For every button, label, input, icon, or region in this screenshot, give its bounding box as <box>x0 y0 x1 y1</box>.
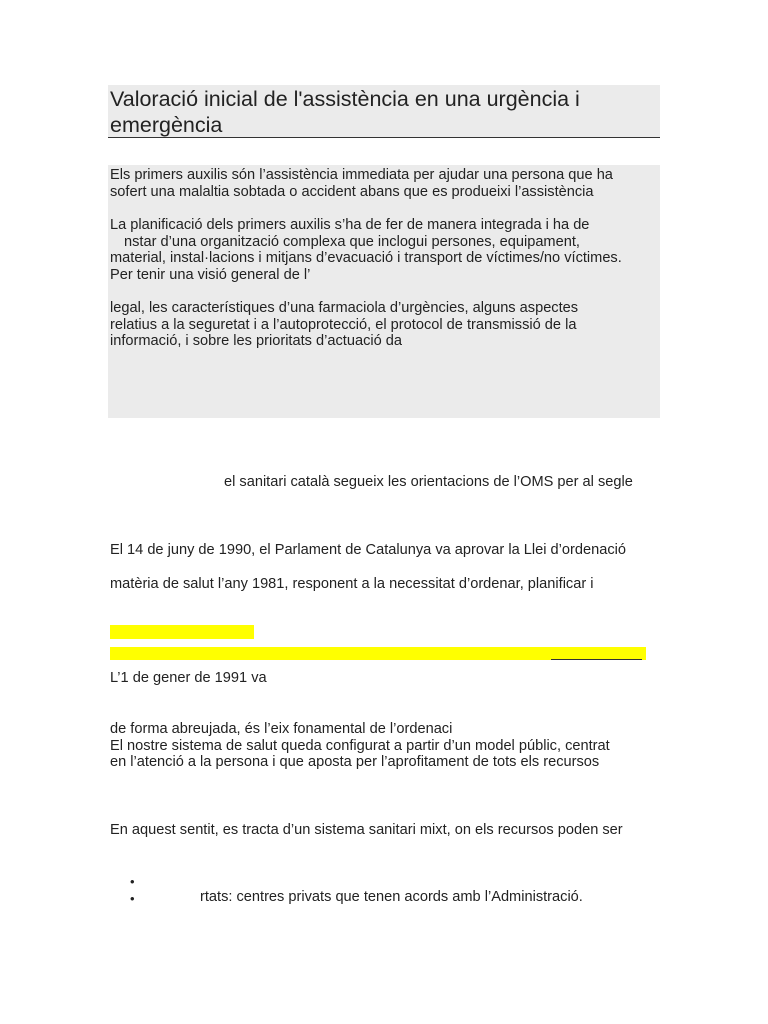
text-sistema-1: El nostre sistema de salut queda configurat a partir d’un model públic, centrat <box>110 738 610 754</box>
bullet-2-text: rtats: centres privats que tenen acords amb l’Administració. <box>200 889 583 905</box>
page-title: Valoració inicial de l'assistència en una urgència i emergència <box>110 87 580 137</box>
underline-mark <box>551 659 642 660</box>
highlight-bar-short <box>110 625 254 639</box>
text-1990: El 14 de juny de 1990, el Parlament de Catalunya va aprovar la Llei d’ordenació <box>110 542 626 558</box>
bullet-1-dot: • <box>130 874 135 889</box>
intro-p1-line-1: Els primers auxilis són l’assistència immediata per ajudar una persona que ha <box>110 167 613 183</box>
text-abreujada: de forma abreujada, és l’eix fonamental de l’ordenaci <box>110 721 453 737</box>
intro-p2-line-4: Per tenir una visió general de l’ <box>110 267 311 283</box>
intro-p1-line-2: sofert una malaltia sobtada o accident abans que es produeixi l’assistència <box>110 184 594 200</box>
bullet-2-dot: • <box>130 891 135 906</box>
intro-box <box>108 165 660 418</box>
text-oms: el sanitari català segueix les orientacions de l’OMS per al segle <box>224 474 633 490</box>
intro-p2-line-3: material, instal·lacions i mitjans d’evacuació i transport de víctimes/no víctimes. <box>110 250 622 266</box>
intro-p3-line-1: legal, les característiques d’una farmaciola d’urgències, alguns aspectes <box>110 300 579 316</box>
intro-p3-line-3: informació, i sobre les prioritats d’actuació da <box>110 333 403 349</box>
text-sistema-2: en l’atenció a la persona i que aposta per l’aprofitament de tots els recursos <box>110 754 600 770</box>
intro-p2-line-2: nstar d’una organització complexa que inclogui persones, equipament, <box>124 234 580 250</box>
text-mixt: En aquest sentit, es tracta d’un sistema sanitari mixt, on els recursos poden ser <box>110 822 623 838</box>
text-1991: L’1 de gener de 1991 va <box>110 670 267 686</box>
intro-p3-line-2: relatius a la seguretat i a l’autoprotecció, el protocol de transmissió de la <box>110 317 577 333</box>
text-1981: matèria de salut l’any 1981, responent a la necessitat d’ordenar, planificar i <box>110 576 594 592</box>
intro-p2-line-1: La planificació dels primers auxilis s’ha de fer de manera integrada i ha de <box>110 217 590 233</box>
